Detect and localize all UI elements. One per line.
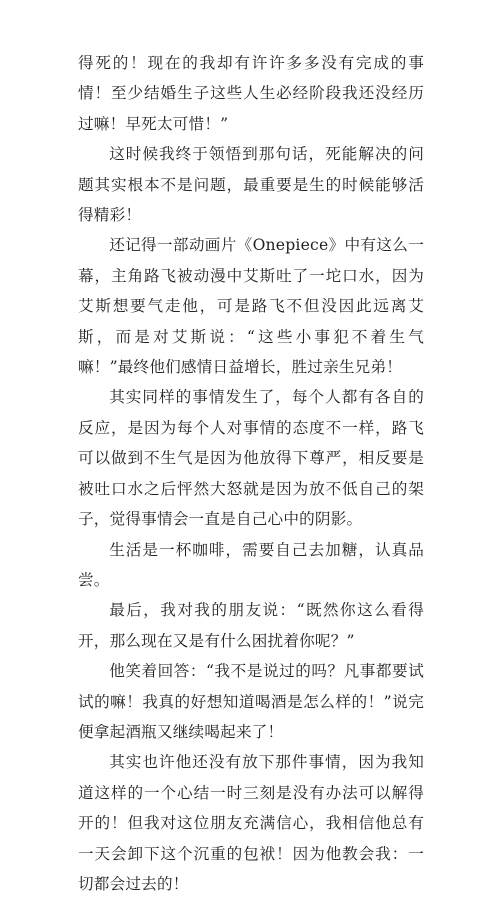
paragraph-1: 得死的！现在的我却有许许多多没有完成的事情！至少结婚生子这些人生必经阶段我还没经历过嘛！早死太可惜！” [78, 54, 424, 133]
paragraph-5: 生活是一杯咖啡，需要自己去加糖，认真品尝。 [78, 540, 424, 589]
paragraph-4: 其实同样的事情发生了，每个人都有各自的反应，是因为每个人对事情的态度不一样，路飞可以做到不生气是因为他放得下尊严，相反要是被吐口水之后怦然大怒就是因为放不低自己的架子，觉得事情会一直是自己心中的阴影。 [78, 388, 424, 529]
paragraph-6: 最后，我对我的朋友说：“既然你这么看得开，那么现在又是有什么困扰着你呢？” [78, 601, 424, 650]
paragraph-8: 其实也许他还没有放下那件事情，因为我知道这样的一个心结一时三刻是没有办法可以解得开的！但我对这位朋友充满信心，我相信他总有一天会卸下这个沉重的包袱！因为他教会我：一切都会过去的！ [78, 753, 424, 893]
paragraph-2: 这时候我终于领悟到那句话，死能解决的问题其实根本不是问题，最重要是生的时候能够活得精彩！ [78, 145, 424, 225]
paragraph-7: 他笑着回答：“我不是说过的吗？凡事都要试试的嘛！我真的好想知道喝酒是怎么样的！”说完便拿起酒瓶又继续喝起来了！ [78, 662, 424, 741]
paragraph-3: 还记得一部动画片《Onepiece》中有这么一幕，主角路飞被动漫中艾斯吐了一坨口水，因为艾斯想要气走他，可是路飞不但没因此远离艾斯，而是对艾斯说：“这些小事犯不着生气嘛！”最终他们感情日益增长，胜过亲生兄弟！ [78, 236, 424, 377]
essay-body [78, 48, 424, 899]
